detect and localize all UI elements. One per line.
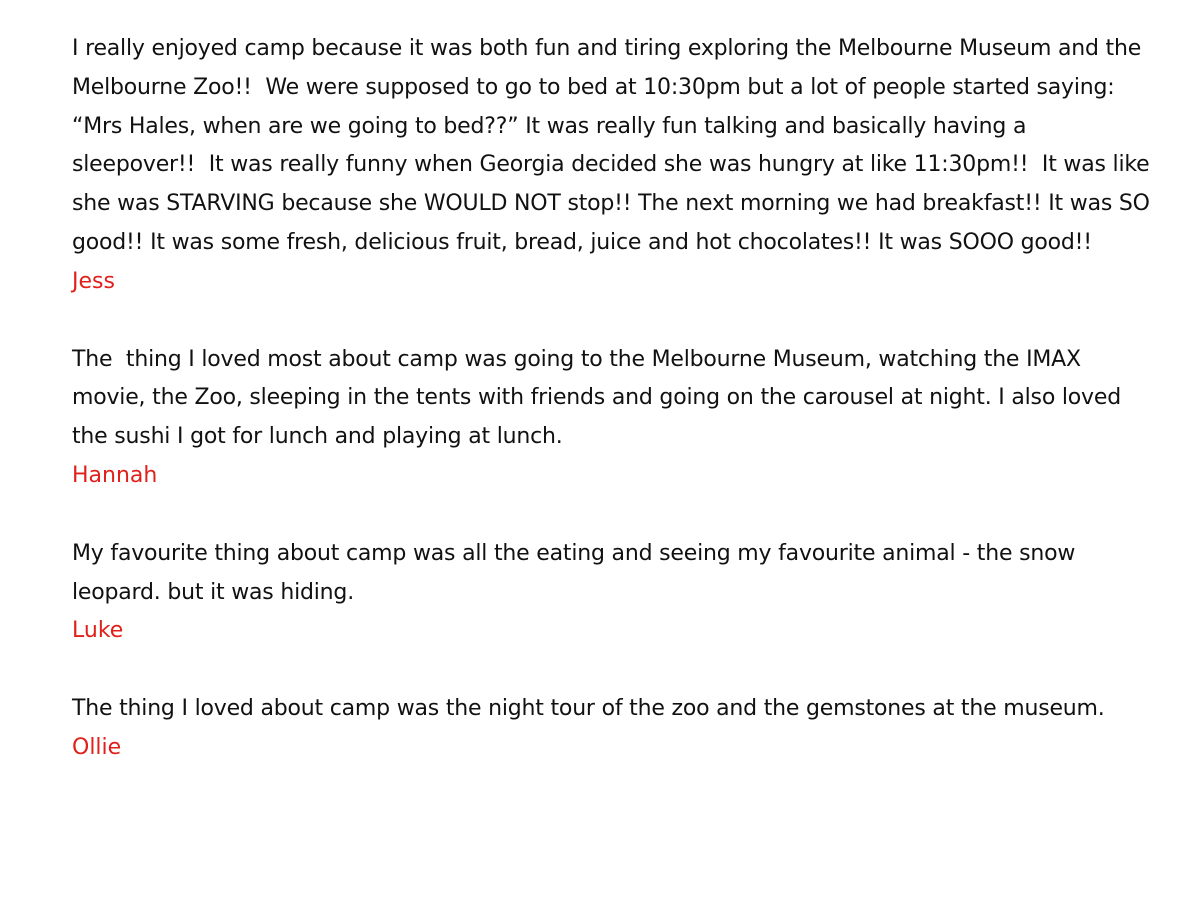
- comment-text: The thing I loved most about camp was going to the Melbourne Museum, watching the IMAX movie, the Zoo, sleeping in the tents with friends and going on the carousel at night. I also loved the sushi I got for lunch and playing at lunch.: [72, 346, 1128, 450]
- comment-entry-luke: [72, 535, 1152, 651]
- comment-author: Jess: [72, 268, 115, 294]
- comment-text: I really enjoyed camp because it was both fun and tiring exploring the Melbourne Museum and the Melbourne Zoo!! We were supposed to go to bed at 10:30pm but a lot of people started saying: “Mrs Hales, when are we going to bed??” It was really fun talking and basically having a sleepover!! It was really funny when Georgia decided she was hungry at like 11:30pm!! It was like she was STARVING because she WOULD NOT stop!! The next morning we had breakfast!! It was SO good!! It was some fresh, delicious fruit, bread, juice and hot chocolates!! It was SOOO good!!: [72, 36, 1157, 255]
- comment-entry-jess: [72, 30, 1157, 302]
- comment-entry-ollie: [72, 690, 1152, 768]
- document-body: [72, 30, 1157, 807]
- comment-text: My favourite thing about camp was all the eating and seeing my favourite animal - the snow leopard. but it was hiding.: [72, 540, 1082, 605]
- comment-author: Luke: [72, 618, 124, 644]
- comment-entry-hannah: [72, 341, 1152, 496]
- comment-text: The thing I loved about camp was the night tour of the zoo and the gemstones at the museum.: [72, 696, 1105, 722]
- comment-author: Hannah: [72, 462, 158, 488]
- comment-author: Ollie: [72, 734, 122, 760]
